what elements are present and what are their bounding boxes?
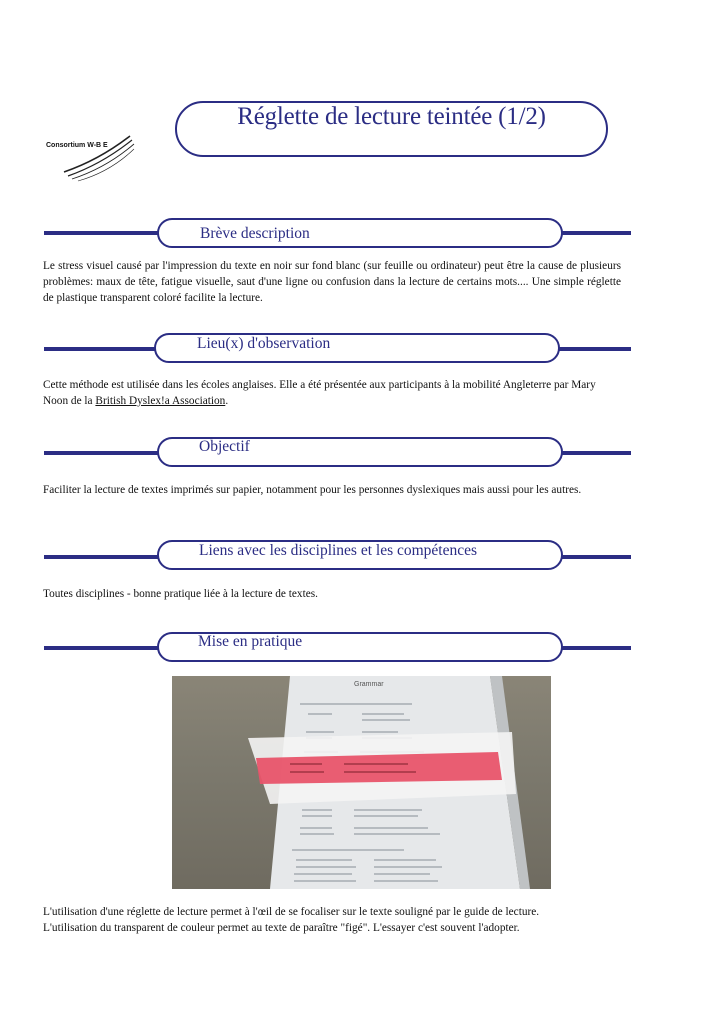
- section-heading: Brève description: [200, 225, 310, 242]
- bda-link[interactable]: British Dyslex!a Association: [95, 395, 226, 407]
- paragraph-text: Cette méthode est utilisée dans les écoles anglaises. Elle a été présentée aux participants à la mobilité Angleterre par Mary Noon de la: [43, 379, 596, 407]
- ruler-photo: [172, 676, 551, 889]
- logo-text: Consortium W-B E: [46, 142, 108, 149]
- section-paragraph: Toutes disciplines - bonne pratique liée à la lecture de textes.: [43, 588, 318, 600]
- section-heading: Objectif: [199, 438, 250, 455]
- worksheet-photo-illustration: [172, 676, 551, 889]
- page-title: Réglette de lecture teintée (1/2): [237, 103, 546, 130]
- section-paragraph: Faciliter la lecture de textes imprimés sur papier, notamment pour les personnes dyslexiques mais aussi pour les autres.: [43, 484, 582, 496]
- consortium-logo: [44, 132, 136, 182]
- section-paragraph: [43, 377, 623, 409]
- section-paragraph: Le stress visuel causé par l'impression du texte en noir sur fond blanc (sur feuille ou ordinateur) peut être la cause de plusieurs problèmes: maux de tête, fatigue visuelle, saut d'une ligne ou confusion dans la lecture de certains mots.... Une simple réglette de plastique transparent coloré facilite la lecture.: [43, 260, 621, 304]
- paragraph-text-end: .: [225, 395, 229, 407]
- section-heading: Mise en pratique: [198, 633, 303, 650]
- practice-line-2: L'utilisation du transparent de couleur permet au texte de paraître "figé". L'essayer c'est souvent l'adopter.: [43, 922, 520, 934]
- logo-swoosh-icon: [44, 132, 136, 182]
- section-heading: Liens avec les disciplines et les compétences: [199, 542, 478, 559]
- worksheet-title: Grammar: [354, 681, 384, 688]
- practice-line-1: L'utilisation d'une réglette de lecture permet à l'œil de se focaliser sur le texte souligné par le guide de lecture.: [43, 906, 540, 918]
- section-heading: Lieu(x) d'observation: [197, 335, 331, 352]
